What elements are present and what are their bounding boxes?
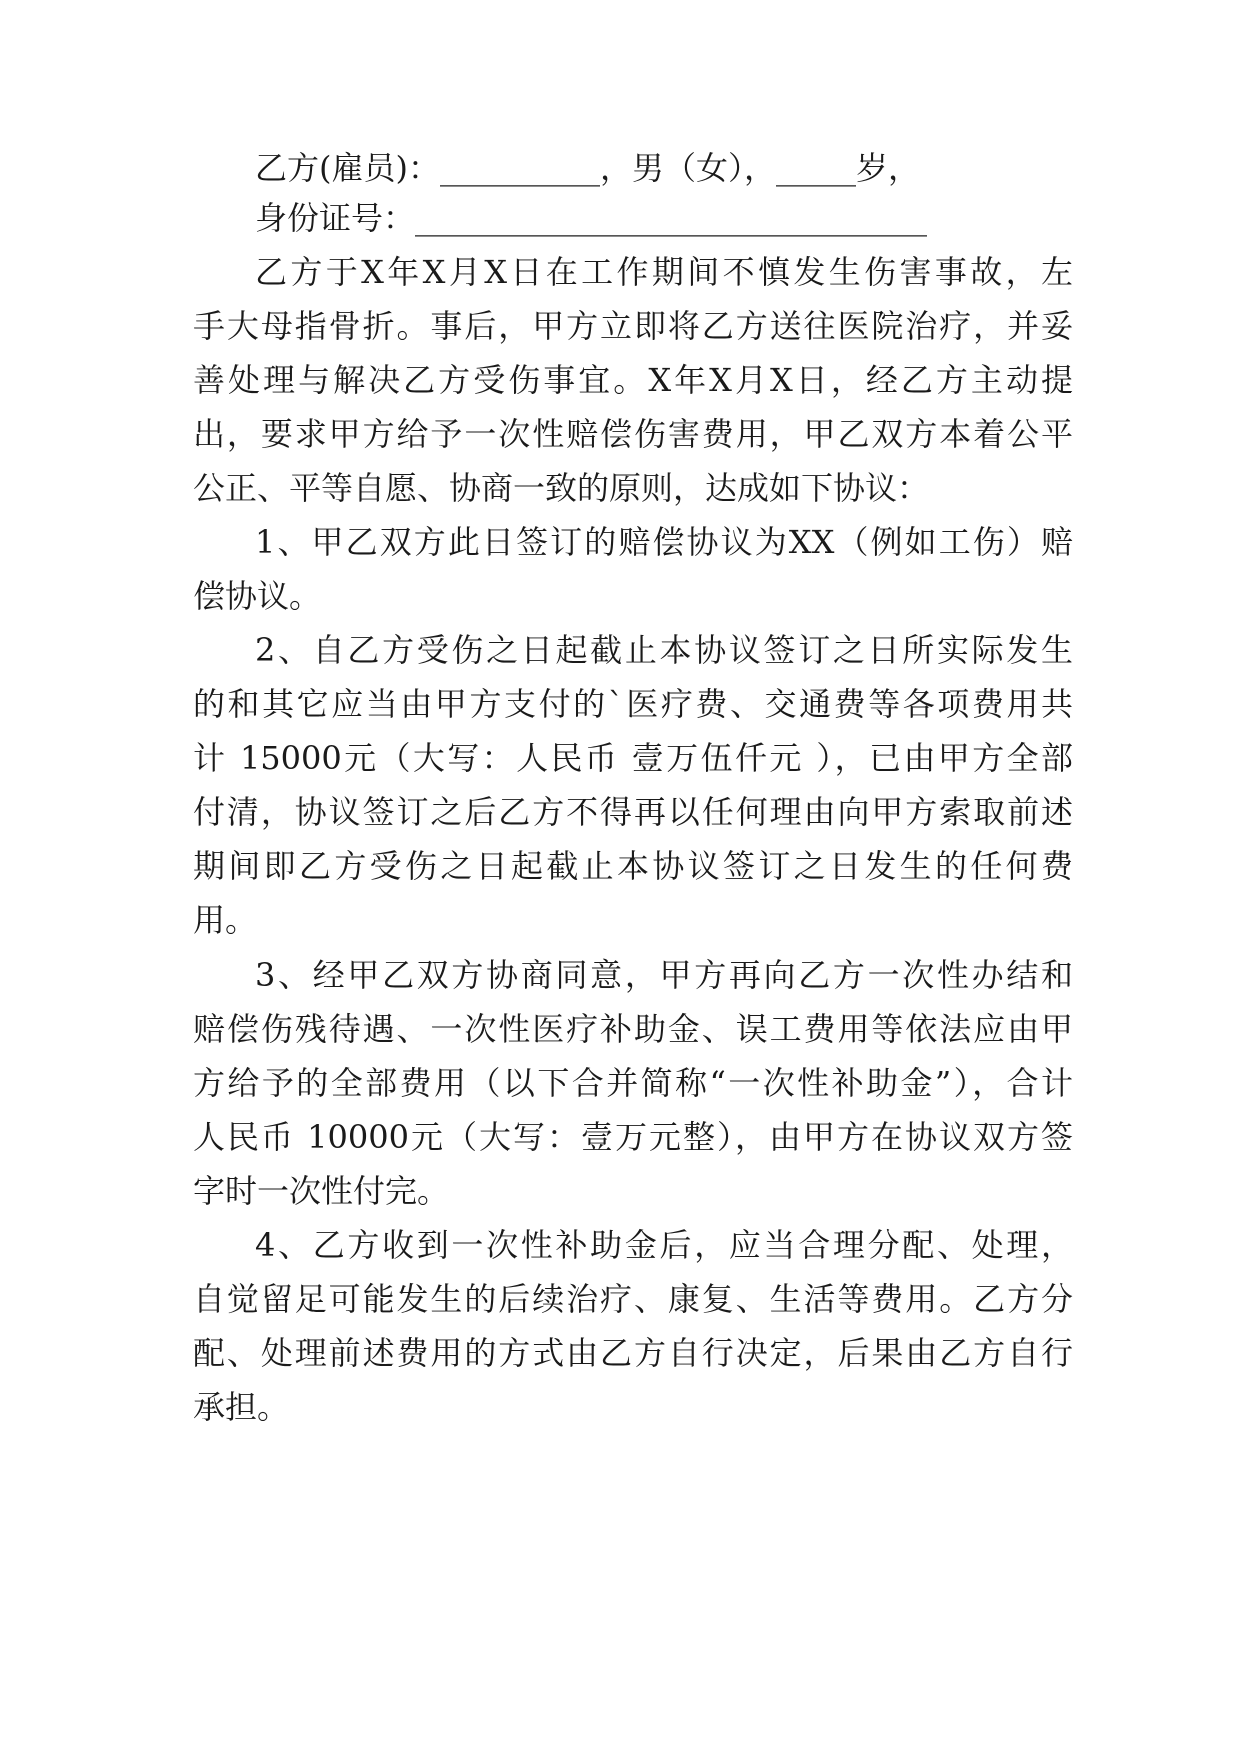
clause-3-line: 方给予的全部费用（以下合并简称“一次性补助金”），合计 <box>193 1064 1073 1102</box>
clause-1-line: 1、甲乙双方此日签订的赔偿协议为XX（例如工伤）赔 <box>255 523 1073 561</box>
clause-2-line: 2、自乙方受伤之日起截止本协议签订之日所实际发生 <box>255 631 1073 669</box>
clause-2-line: 的和其它应当由甲方支付的`医疗费、交通费等各项费用共 <box>193 685 1073 723</box>
clause-2-line: 用。 <box>193 901 258 939</box>
clause-4-line: 配、处理前述费用的方式由乙方自行决定，后果由乙方自行 <box>193 1334 1073 1372</box>
clause-1-line: 偿协议。 <box>193 577 322 615</box>
id-number-line: 身份证号：________________________________ <box>255 199 928 237</box>
clause-4-line: 自觉留足可能发生的后续治疗、康复、生活等费用。乙方分 <box>193 1280 1073 1318</box>
intro-line: 乙方于X年X月X日在工作期间不慎发生伤害事故，左 <box>255 253 1073 291</box>
intro-line: 公正、平等自愿、协商一致的原则，达成如下协议： <box>193 469 930 507</box>
intro-line: 手大母指骨折。事后，甲方立即将乙方送往医院治疗，并妥 <box>193 307 1073 345</box>
party-b-info-line: 乙方(雇员)：__________，男（女），_____岁， <box>255 149 920 187</box>
clause-4-line: 承担。 <box>193 1388 290 1426</box>
intro-line: 善处理与解决乙方受伤事宜。X年X月X日，经乙方主动提 <box>193 361 1073 399</box>
clause-3-line: 3、经甲乙双方协商同意，甲方再向乙方一次性办结和 <box>255 956 1073 994</box>
clause-2-line: 付清，协议签订之后乙方不得再以任何理由向甲方索取前述 <box>193 793 1073 831</box>
clause-2-line: 期间即乙方受伤之日起截止本协议签订之日发生的任何费 <box>193 847 1073 885</box>
clause-3-line: 字时一次性付完。 <box>193 1172 450 1210</box>
clause-2-line: 计 15000元（大写：人民币 壹万伍仟元 ），已由甲方全部 <box>193 739 1073 777</box>
clause-3-line: 人民币 10000元（大写：壹万元整），由甲方在协议双方签 <box>193 1118 1073 1156</box>
clause-3-line: 赔偿伤残待遇、一次性医疗补助金、误工费用等依法应由甲 <box>193 1010 1073 1048</box>
clause-4-line: 4、乙方收到一次性补助金后，应当合理分配、处理， <box>255 1226 1073 1264</box>
intro-line: 出，要求甲方给予一次性赔偿伤害费用，甲乙双方本着公平 <box>193 415 1073 453</box>
